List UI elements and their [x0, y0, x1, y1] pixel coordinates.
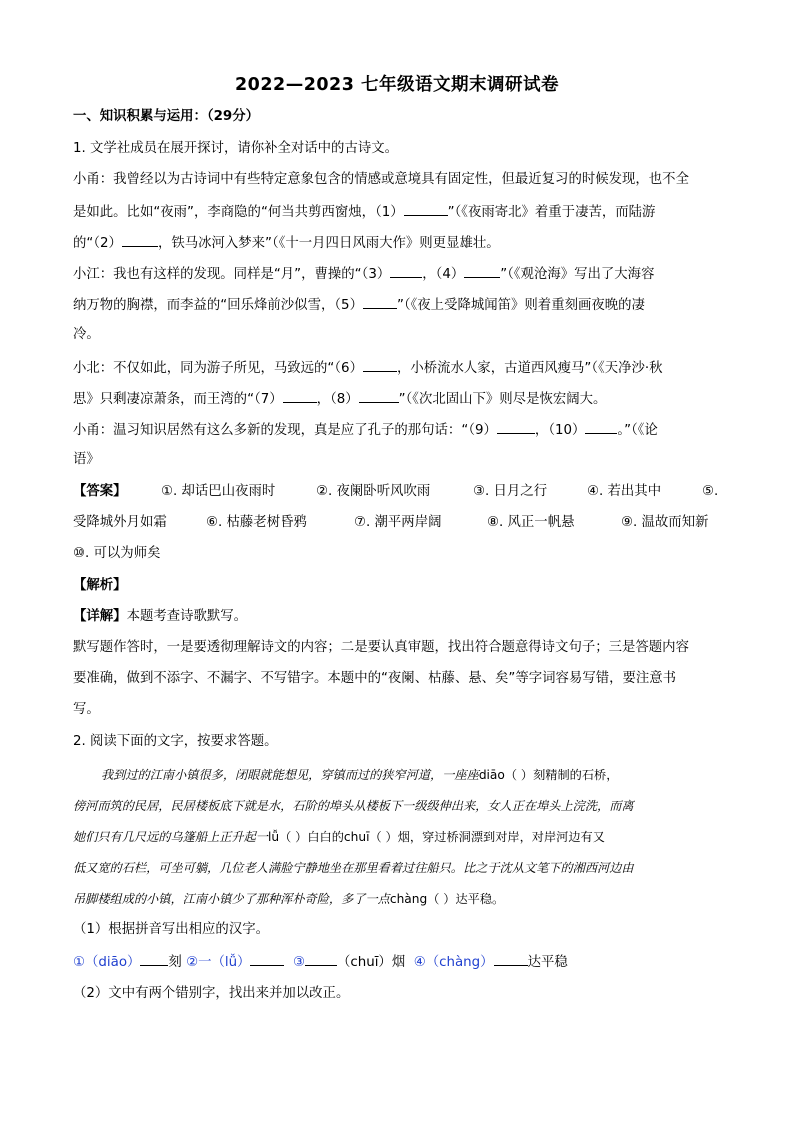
dialog-line: [73, 357, 663, 379]
analysis-tag: 【解析】: [73, 578, 127, 593]
passage-line: [73, 889, 504, 909]
answer-item: ③. 日月之行: [473, 484, 548, 499]
dialog-text: ”（《次北固山下》则尽是恢宏阔大。: [398, 392, 607, 407]
dialog-text: 。”（《论: [617, 423, 658, 438]
blank-1[interactable]: [404, 201, 448, 216]
blank-5[interactable]: [363, 294, 397, 309]
dialog-line: 小甬：我曾经以为古诗词中有些特定意象包含的情感或意境具有固定性，但最近复习的时候发现，也不全: [73, 172, 689, 187]
blank-3[interactable]: [390, 263, 422, 278]
sub-question-1-items: [73, 951, 568, 973]
blank-10[interactable]: [585, 419, 617, 434]
blank-6[interactable]: [363, 357, 397, 372]
blank-2[interactable]: [122, 232, 158, 247]
item-text: 达平稳: [527, 955, 568, 970]
dialog-text: 的“（2）: [73, 236, 122, 251]
answer-item: ⑧. 风正一帆悬: [487, 515, 575, 530]
item-label: ②一（lǚ）: [186, 955, 251, 970]
dialog-text: ”（《观沧海》写出了大海容: [500, 267, 655, 282]
blank-8[interactable]: [359, 388, 399, 403]
sub-question-1: （1）根据拼音写出相应的汉字。: [73, 922, 269, 937]
passage-text: 我到过的江南小镇很多，闭眼就能想见，穿镇而过的狭窄河道，一座座: [101, 768, 479, 782]
blank-diao[interactable]: [140, 951, 168, 966]
detail-text: 本题考查诗歌默写。: [126, 609, 248, 624]
blank-9[interactable]: [497, 419, 535, 434]
dialog-text: 纳万物的胸襟，而李益的“回乐烽前沙似雪，（5）: [73, 298, 363, 313]
question-2-stem: 2. 阅读下面的文字，按要求答题。: [73, 734, 278, 749]
blank-chang[interactable]: [494, 951, 528, 966]
item-text: （chuī）烟: [336, 955, 406, 970]
passage-line: [101, 765, 618, 785]
dialog-line: [73, 419, 658, 441]
question-1-stem: 1. 文学社成员在展开探讨，请你补全对话中的古诗文。: [73, 141, 399, 156]
sub-question-2: （2）文中有两个错别字，找出来并加以改正。: [73, 986, 350, 1001]
answer-item: ⑨. 温故而知新: [621, 515, 709, 530]
detail-line: [73, 607, 247, 627]
dialog-line: [73, 263, 654, 285]
explain-line: 写。: [73, 702, 100, 717]
answer-item: 受降城外月如霜: [73, 515, 167, 530]
dialog-line: [73, 201, 655, 223]
answer-item: ①. 却话巴山夜雨时: [161, 484, 276, 499]
detail-tag: 【详解】: [73, 609, 127, 624]
dialog-text: 小北：不仅如此，同为游子所见，马致远的“（6）: [73, 361, 363, 376]
dialog-text: ”（《夜雨寄北》着重于凄苦，而陆游: [447, 205, 656, 220]
passage-text: 她们只有几尺远的乌篷船上正升起一: [73, 830, 268, 844]
dialog-text: 小甬：温习知识居然有这么多新的发现，真是应了孔子的那句话：“（9）: [73, 423, 497, 438]
dialog-text: ，铁马冰河入梦来”（《十一月四日风雨大作》则更显雄壮。: [157, 236, 500, 251]
dialog-line: [73, 294, 645, 316]
dialog-line: [73, 232, 500, 254]
dialog-text: ，（8）: [316, 392, 359, 407]
dialog-line: [73, 388, 606, 410]
section-heading: 一、知识积累与运用：（29分）: [73, 109, 260, 124]
item-label: ①（diāo）: [73, 955, 141, 970]
blank-7[interactable]: [283, 388, 317, 403]
dialog-line: 语》: [73, 452, 100, 467]
dialog-text: ，（10）: [534, 423, 586, 438]
blank-4[interactable]: [464, 263, 500, 278]
passage-text: 吊脚楼组成的小镇，江南小镇少了那种浑朴奇险，多了一点: [73, 892, 390, 906]
answer-item: ⑩. 可以为师矣: [73, 546, 161, 561]
answer-item: ⑥. 枯藤老树昏鸦: [206, 515, 307, 530]
explain-line: 要准确，做到不添字、不漏字、不写错字。本题中的“夜阑、枯藤、悬、矣”等字词容易写错，要注意书: [73, 671, 677, 686]
answer-tag: 【答案】: [73, 484, 127, 499]
answer-item: ④. 若出其中: [587, 484, 662, 499]
passage-line: [73, 827, 605, 847]
explain-line: 默写题作答时，一是要透彻理解诗文的内容；二是要认真审题，找出符合题意得诗文句子；三是答题内容: [73, 640, 689, 655]
answer-item: ⑦. 潮平两岸阔: [354, 515, 442, 530]
item-label: ③: [292, 955, 305, 970]
passage-pinyin: chàng（ ）达平稳。: [389, 892, 505, 906]
answer-item: ⑤.: [702, 484, 719, 499]
dialog-text: 思》只剩凄凉萧条，而王湾的“（7）: [73, 392, 283, 407]
dialog-text: ，小桥流水人家，古道西风瘦马”（《天净沙·秋: [396, 361, 663, 376]
dialog-text: 是如此。比如“夜雨”，李商隐的“何当共剪西窗烛，（1）: [73, 205, 404, 220]
passage-pinyin: lǚ（ ）白白的: [268, 830, 344, 844]
passage-line: 傍河而筑的民居，民居楼板底下就是水，石阶的埠头从楼板下一级级伸出来，女人正在埠头上浣洗，而离: [73, 799, 634, 813]
blank-lv[interactable]: [250, 951, 284, 966]
page-title: 2022—2023 七年级语文期末调研试卷: [234, 75, 559, 95]
dialog-text: 小江：我也有这样的发现。同样是“月”，曹操的“（3）: [73, 267, 391, 282]
passage-line: 低又宽的石栏，可坐可躺，几位老人满脸宁静地坐在那里看着过往船只。比之于沈从文笔下的湘西河边由: [73, 861, 634, 875]
dialog-line: 冷。: [73, 327, 100, 342]
dialog-text: ，（4）: [422, 267, 465, 282]
dialog-text: ”（《夜上受降城闻笛》则着重刻画夜晚的凄: [396, 298, 645, 313]
item-text: 刻: [168, 955, 182, 970]
passage-pinyin: diāo（ ）刻精制的石桥，: [478, 768, 619, 782]
passage-pinyin: chuī（ ）烟，穿过桥洞漂到对岸，对岸河边有又: [343, 830, 605, 844]
item-label: ④（chàng）: [413, 955, 494, 970]
answer-item: ②. 夜阑卧听风吹雨: [316, 484, 431, 499]
blank-chui[interactable]: [305, 951, 337, 966]
